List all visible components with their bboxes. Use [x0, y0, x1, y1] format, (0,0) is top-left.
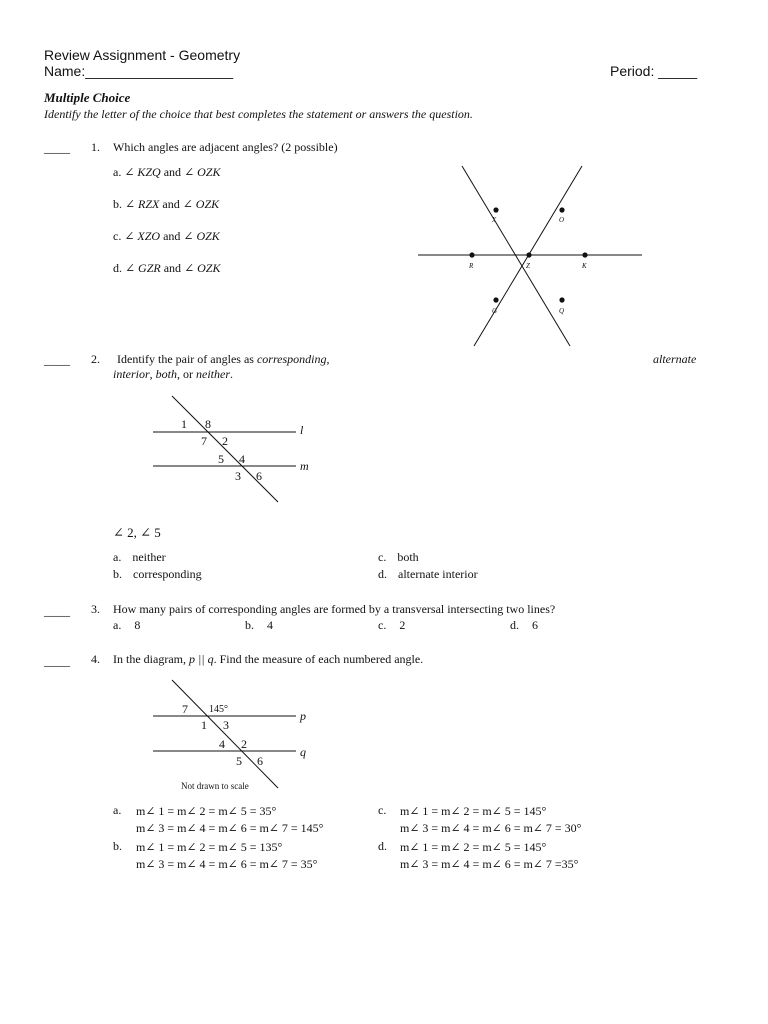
q1-answer-blank[interactable]: ____	[44, 140, 70, 155]
label-z: Z	[526, 262, 530, 270]
point-r	[469, 252, 474, 257]
angle-label-3: 3	[223, 718, 229, 732]
choice-letter: b.	[113, 197, 122, 211]
choice-text: 2	[399, 618, 406, 632]
q3-choice-c[interactable]	[378, 618, 405, 633]
choice-line: m∠ 1 = m∠ 2 = m∠ 5 = 35°	[136, 804, 277, 818]
line-label-m: m	[300, 459, 309, 473]
choice-letter: b.	[245, 618, 254, 632]
not-to-scale-note: Not drawn to scale	[181, 781, 249, 791]
q4-question-text	[113, 652, 423, 667]
q2-term-both: both	[155, 367, 178, 381]
q2-term-interior: interior	[113, 367, 150, 381]
q1-number: 1.	[91, 140, 100, 154]
period-field[interactable]: Period: _____	[610, 63, 698, 79]
q3-question-text: How many pairs of corresponding angles are formed by a transversal intersecting two lines?	[113, 602, 556, 616]
angle-label-7: 7	[201, 434, 207, 448]
q2-choice-a[interactable]	[113, 550, 166, 565]
q3-number: 3.	[91, 602, 100, 616]
point-o	[559, 207, 564, 212]
q4-parallel-lines-diagram	[150, 676, 320, 796]
point-k	[582, 252, 587, 257]
q1-choice-c[interactable]	[113, 229, 220, 244]
label-g: G	[492, 307, 498, 315]
choice-letter: a.	[113, 803, 122, 817]
q2-term-corresponding: corresponding	[256, 352, 327, 366]
choice-text: 6	[532, 618, 538, 632]
q4-text: In the diagram,	[113, 652, 189, 666]
choice-letter: d.	[113, 261, 122, 275]
label-x: X	[492, 216, 497, 224]
choice-letter: a.	[113, 618, 122, 632]
angle-label-8: 8	[205, 417, 211, 431]
point-q	[559, 297, 564, 302]
angle-name: ∠ KZQ	[124, 165, 161, 179]
angle-name: ∠ XZO	[124, 229, 161, 243]
choice-text: both	[397, 550, 419, 564]
choice-line: m∠ 3 = m∠ 4 = m∠ 6 = m∠ 7 = 145°	[136, 821, 324, 835]
q2-choice-d[interactable]	[378, 567, 478, 582]
document-title: Review Assignment - Geometry	[44, 47, 241, 63]
angle-label-1: 1	[181, 417, 187, 431]
choice-letter: a.	[113, 165, 122, 179]
q2-or: , or	[177, 367, 197, 381]
section-heading: Multiple Choice	[44, 90, 131, 105]
choice-text: 8	[134, 618, 141, 632]
q1-choice-b[interactable]	[113, 197, 219, 212]
point-z	[526, 252, 531, 257]
q1-angle-diagram	[410, 158, 650, 354]
label-r: R	[469, 262, 474, 270]
conjunction: and	[160, 165, 185, 179]
q3-choice-b[interactable]	[245, 618, 273, 633]
q3-choice-a[interactable]	[113, 618, 140, 633]
q4-choice-b-text[interactable]	[136, 839, 317, 873]
q2-term-alternate: alternate	[653, 352, 697, 366]
line-label-l: l	[300, 423, 304, 437]
choice-letter: b.	[113, 839, 122, 853]
point-g	[493, 297, 498, 302]
choice-letter: d.	[510, 618, 519, 632]
angle-label-6: 6	[257, 754, 263, 768]
choice-line: m∠ 1 = m∠ 2 = m∠ 5 = 145°	[400, 804, 547, 818]
choice-text: alternate interior	[398, 567, 478, 581]
choice-letter: c.	[378, 550, 387, 564]
line-xq	[462, 166, 570, 346]
choice-text: corresponding	[133, 567, 202, 581]
q2-angle-pair: ∠ 2, ∠ 5	[113, 525, 161, 540]
q4-choice-c[interactable]	[378, 803, 386, 818]
q2-text: Identify the pair of angles as	[117, 352, 257, 366]
q2-term-neither: neither	[196, 367, 231, 381]
angle-name: ∠ OZK	[184, 165, 221, 179]
angle-label-3: 3	[235, 469, 241, 483]
q2-choice-c[interactable]	[378, 550, 419, 565]
q2-period: .	[230, 367, 234, 381]
angle-label-5: 5	[218, 452, 224, 466]
q2-number: 2.	[91, 352, 100, 366]
angle-label-4: 4	[239, 452, 245, 466]
choice-letter: d.	[378, 567, 387, 581]
choice-line: m∠ 1 = m∠ 2 = m∠ 5 = 145°	[400, 840, 547, 854]
line-label-p: p	[300, 709, 306, 723]
q4-choice-a[interactable]	[113, 803, 121, 818]
q1-choice-a[interactable]	[113, 165, 220, 180]
q4-parallel-notation: p || q	[188, 652, 214, 666]
choice-line: m∠ 3 = m∠ 4 = m∠ 6 = m∠ 7 =35°	[400, 857, 579, 871]
choice-text: 4	[267, 618, 273, 632]
angle-label-5: 5	[236, 754, 242, 768]
angle-label-4: 4	[219, 737, 225, 751]
angle-label-7: 7	[182, 702, 188, 716]
q4-choice-b[interactable]	[113, 839, 122, 854]
label-q: Q	[559, 307, 565, 315]
q4-choice-a-text[interactable]	[136, 803, 323, 837]
q4-number: 4.	[91, 652, 100, 666]
label-k: K	[582, 262, 587, 270]
choice-line: m∠ 3 = m∠ 4 = m∠ 6 = m∠ 7 = 30°	[400, 821, 582, 835]
q3-answer-blank[interactable]: ____	[44, 603, 70, 618]
angle-name: ∠ OZK	[183, 229, 220, 243]
point-x	[493, 207, 498, 212]
angle-label-1: 1	[201, 718, 207, 732]
q4-text: . Find the measure of each numbered angle.	[213, 652, 424, 666]
q1-question-text: Which angles are adjacent angles? (2 possible)	[113, 140, 338, 154]
angle-label-145: 145°	[209, 704, 228, 715]
line-label-q: q	[300, 745, 306, 759]
angle-name: ∠ OZK	[184, 261, 221, 275]
transversal	[172, 680, 278, 788]
angle-label-2: 2	[241, 737, 247, 751]
q1-choice-d[interactable]	[113, 261, 220, 276]
angle-name: ∠ OZK	[182, 197, 220, 211]
choice-line: m∠ 1 = m∠ 2 = m∠ 5 = 135°	[136, 840, 283, 854]
angle-label-6: 6	[256, 469, 262, 483]
q2-comma: ,	[326, 352, 330, 366]
angle-label-2: 2	[222, 434, 228, 448]
angle-name: ∠ RZX	[125, 197, 160, 211]
q2-question-line1	[117, 352, 330, 367]
choice-letter: c.	[378, 618, 387, 632]
q2-question-line2	[113, 367, 233, 382]
choice-letter: c.	[113, 229, 122, 243]
choice-letter: d.	[378, 839, 387, 853]
choice-letter: b.	[113, 567, 122, 581]
conjunction: and	[160, 261, 185, 275]
angle-name: ∠ GZR	[125, 261, 161, 275]
q4-answer-blank[interactable]: ____	[44, 653, 70, 668]
name-field[interactable]: Name:___________________	[44, 63, 234, 79]
conjunction: and	[160, 229, 184, 243]
q4-choice-d[interactable]	[378, 839, 387, 854]
conjunction: and	[159, 197, 183, 211]
q2-answer-blank[interactable]: ____	[44, 352, 70, 367]
q2-choice-b[interactable]	[113, 567, 202, 582]
q2-comma: ,	[149, 367, 156, 381]
transversal	[172, 396, 278, 502]
q4-choice-d-text[interactable]	[400, 839, 578, 873]
q4-choice-c-text[interactable]	[400, 803, 581, 837]
label-o: O	[559, 216, 565, 224]
choice-line: m∠ 3 = m∠ 4 = m∠ 6 = m∠ 7 = 35°	[136, 857, 318, 871]
q2-parallel-lines-diagram	[150, 390, 320, 506]
choice-letter: c.	[378, 803, 387, 817]
choice-letter: a.	[113, 550, 122, 564]
choice-text: neither	[132, 550, 166, 564]
q3-choice-d[interactable]	[510, 618, 538, 633]
section-instructions: Identify the letter of the choice that best completes the statement or answers the question.	[44, 107, 473, 121]
